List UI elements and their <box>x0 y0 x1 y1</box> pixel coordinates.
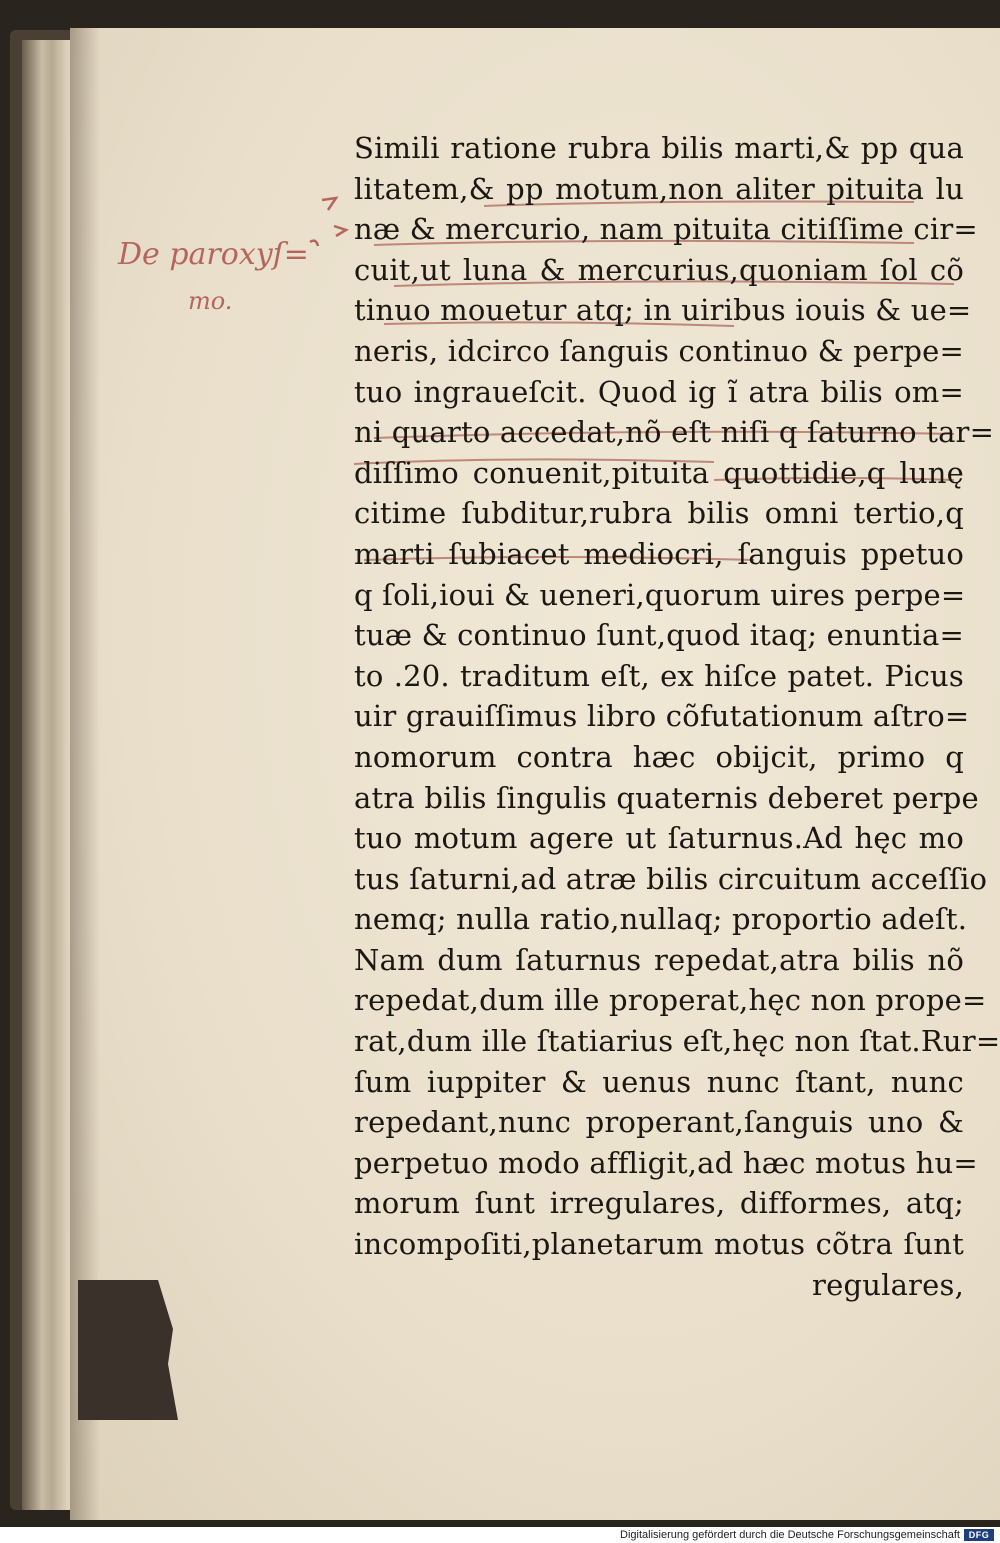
text-line: litatem,& pp motum,non aliter pituita lu <box>354 171 964 206</box>
text-line: rat,dum ille ſtatiarius eſt,hęc non ſtat.Rur= <box>354 1024 1000 1059</box>
text-line: diſſimo conuenit,pituita quottidie,q lunę <box>354 455 964 490</box>
text-line: ni quarto accedat,nõ eſt niſi q ſaturno tar= <box>354 415 995 450</box>
bracket-mark-3 <box>310 241 318 246</box>
page-tear <box>78 1280 178 1420</box>
marginal-annotation-line-2: mo. <box>188 287 233 315</box>
text-line: atra bilis ſingulis quaternis deberet perpe <box>354 780 979 815</box>
dfg-logo: DFG <box>964 1529 994 1541</box>
text-line: cuit,ut luna & mercurius,quoniam ſol cõ <box>354 252 964 287</box>
text-line: citime ſubditur,rubra bilis omni tertio,q <box>354 496 964 531</box>
text-line: neris, idcirco ſanguis continuo & perpe= <box>354 333 964 368</box>
text-line: ſum iuppiter & uenus nunc ſtant, nunc <box>354 1064 964 1099</box>
text-line: uir grauiſſimus libro cõfutationum aſtro= <box>354 699 970 734</box>
footer-credit: Digitalisierung gefördert durch die Deutsche Forschungsgemeinschaft <box>620 1529 960 1541</box>
text-line: tuo motum agere ut ſaturnus.Ad hęc mo <box>354 821 964 856</box>
margin-brackets <box>300 180 360 280</box>
text-line: morum ſunt irregulares, difformes, atq; <box>354 1186 964 1221</box>
marginal-annotation-line-1: De paroxyſ= <box>118 237 309 272</box>
text-line: tuo ingraueſcit. Quod ig ĩ atra bilis om= <box>354 374 964 409</box>
text-line: marti ſubiacet mediocri, ſanguis ppetuo <box>354 536 964 571</box>
text-line: repedat,dum ille properat,hęc non prope= <box>354 983 987 1018</box>
text-line: repedant,nunc properant,ſanguis uno & <box>354 1105 964 1140</box>
text-line: Simili ratione rubra bilis marti,& pp qua <box>354 131 964 165</box>
text-line: tus ſaturni,ad atræ bilis circuitum acceſſio <box>354 861 988 896</box>
main-text-block <box>354 128 1000 1305</box>
catchword: regulares, <box>812 1267 964 1302</box>
bracket-mark-2 <box>334 226 346 236</box>
text-line: q ſoli,ioui & ueneri,quorum uires perpe= <box>354 577 966 612</box>
text-line: to .20. traditum eſt, ex hiſce patet. Picus <box>354 658 964 693</box>
text-line: nemq; nulla ratio,nullaq; proportio adeſt. <box>354 902 968 937</box>
text-line: Nam dum ſaturnus repedat,atra bilis nõ <box>354 942 964 977</box>
text-line: næ & mercurio, nam pituita citiſſime cir= <box>354 212 978 247</box>
text-line: incompoſiti,planetarum motus cõtra ſunt <box>354 1227 964 1262</box>
text-line: perpetuo modo affligit,ad hæc motus hu= <box>354 1145 978 1180</box>
text-line: nomorum contra hæc obijcit, primo q <box>354 739 964 774</box>
text-line: tuæ & continuo ſunt,quod itaq; enuntia= <box>354 618 964 653</box>
text-line: tinuo mouetur atq; in uiribus iouis & ue= <box>354 293 972 328</box>
marginal-annotation <box>118 232 309 324</box>
bracket-mark-1 <box>322 198 336 210</box>
